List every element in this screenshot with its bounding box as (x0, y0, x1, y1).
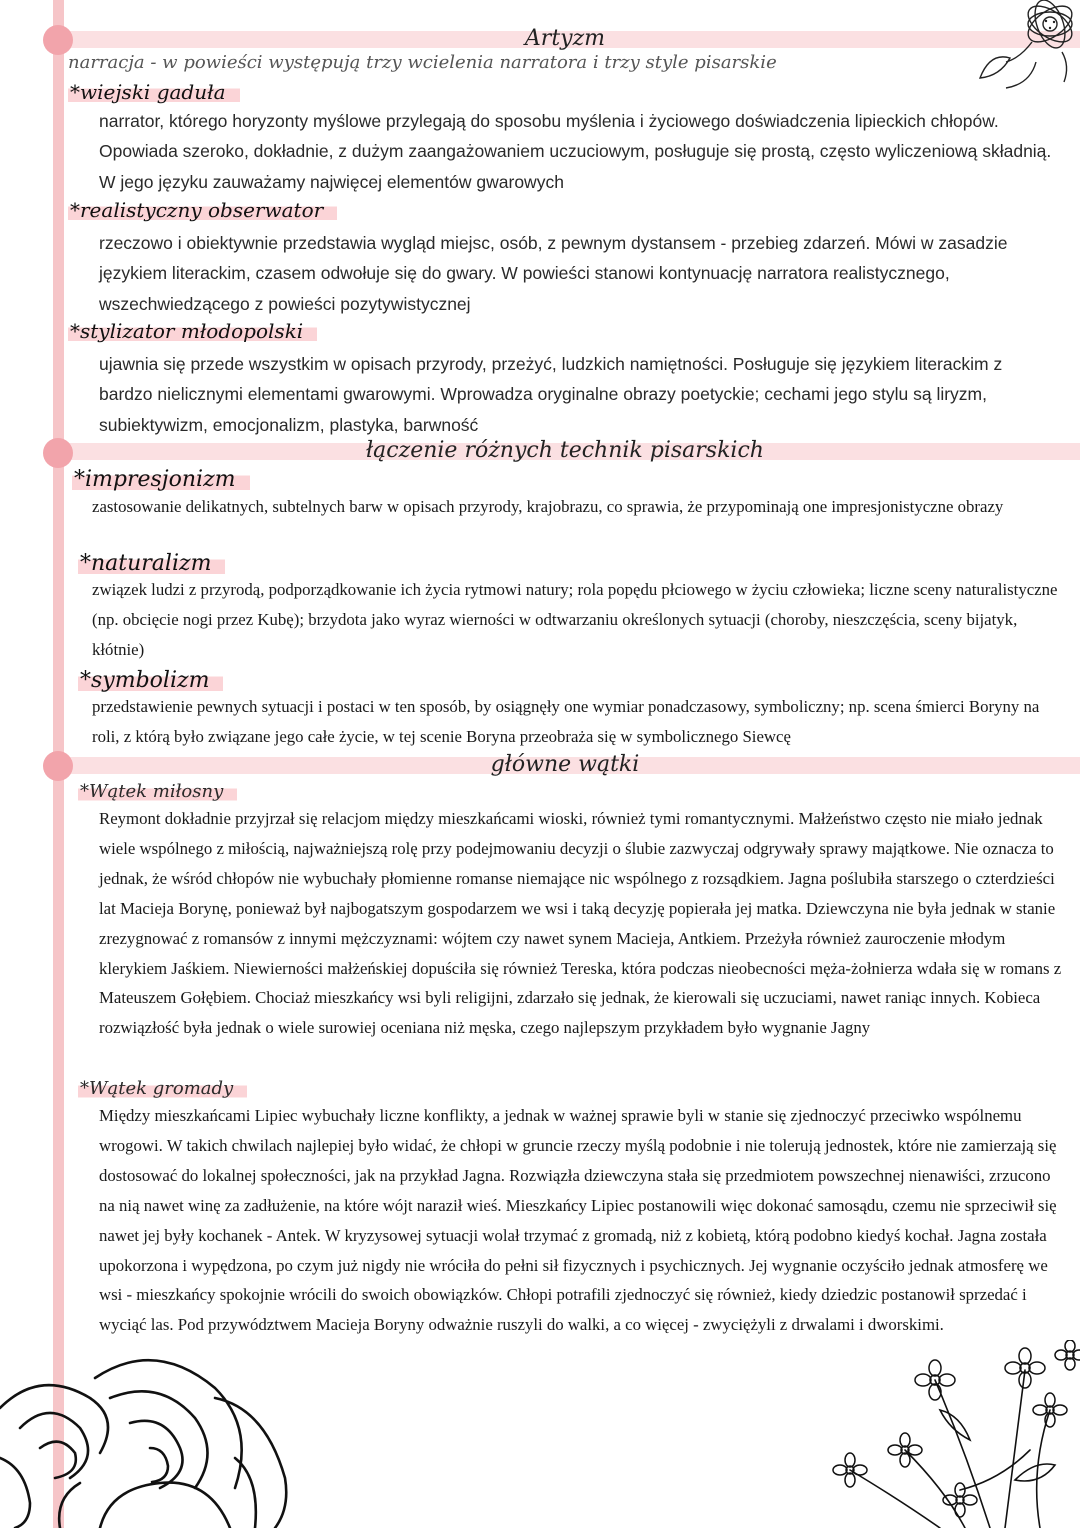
flower-top-right-icon (966, 0, 1080, 92)
text-naturalizm: związek ludzi z przyrodą, podporządkowanie ich życia rytmowi natury; rola popędu płciowego w życiu człowieka; liczne sceny naturalistyczne (np. obcięcie nogi przez Kubę); brzydota jako wyraz wierności w odtwarzaniu określonych sytuacji (choroby, nieszczęścia, sceny bijatyk, kłótnie) (92, 580, 1058, 659)
label-realistyczny-obserwator: *realistyczny obserwator (68, 198, 337, 222)
label-naturalizm: *naturalizm (78, 551, 225, 576)
text-impresjonizm: zastosowanie delikatnych, subtelnych barw w opisach przyrody, krajobrazu, co sprawia, że przypominają one impresjonistyczne obrazy (92, 497, 1004, 516)
label-watek-gromady: *Wątek gromady (78, 1078, 247, 1099)
text-stylizator-mlodopolski: ujawnia się przede wszystkim w opisach przyrody, przeżyć, ludzkich namiętności. Posługuje się językiem literackim z bardzo nielicznymi elementami gwarowymi. Wprowadza oryginalne obrazy poetyckie; cechami jego stylu są liryzm, subiektywizm, emocjonalizm, plastyka, barwność (99, 354, 1003, 435)
heading-techniki: łączenie różnych technik pisarskich (366, 438, 764, 463)
text-watek-milosny: Reymont dokładnie przyjrzał się relacjom między mieszkańcami wioski, również tymi romantycznymi. Małżeństwo często nie miało jednak wiele wspólnego z miłością, najważniejszą rolę przy podejmowaniu decyzji o ślubie zazwyczaj odgrywały sprawy majątkowe. Nie oznacza to jednak, że wśród chłopów nie wybuchały płomienne romanse niemające nic wspólnego z rozsądkiem. Jagna poślubiła starszego o czterdzieści lat Macieja Borynę, ponieważ był najbogatszym gospodarzem we wsi i taką decyzję popierała jej matka. Dziewczyna nie była jednak w stanie zrezygnować z romansów z innymi mężczyznami: wójtem czy nawet synem Macieja, Antkiem. Przeżyła również zauroczenie młodym klerykiem Jaśkiem. Niewierności małżeńskiej dopuściła się również Tereska, która podczas nieobecności męża-żołnierza wdała się w romans z Mateuszem Gołębiem. Chociaż mieszkańcy wsi byli religijni, zdarzało się jednak, że kierowali się uczuciami, nawet raniąc innych. Kobieca rozwiązłość była jednak o wiele surowiej oceniana niż męska, czego najlepszym przykładem było wygnanie Jagny (99, 809, 1062, 1038)
text-watek-gromady: Między mieszkańcami Lipiec wybuchały liczne konflikty, a jednak w ważnej sprawie byli w stanie się zjednoczyć przeciwko wspólnemu wrogowi. W takich chwilach najlepiej było widać, że chłopi w gruncie rzeczy myślą podobnie i nie tolerują jednostek, które nie zamierzają się dostosować do lokalnej społeczności, jak na przykład Jagna. Rozwiązła dziewczyna stała się przedmiotem powszechnej nienawiści, zrzucono na nią nawet winę za zadłużenie, na które wójt naraził wieś. Mieszkańcy Lipiec postanowili więc dokonać samosądu, czemu nie sprzeciwił się nawet jej były kochanek - Antek. W kryzysowej sytuacji wolał trzymać z gromadą, niż z kobietą, którą podobno kiedyś kochał. Jagna została upokorzona i wypędzona, po czym już nigdy nie wróciła do pełni sił fizycznych i psychicznych. Jej wygnanie oczyściło jednak atmosferę we wsi - mieszkańcy spokojnie wrócili do swoich obowiązków. Chłopi potrafili zjednoczyć się również, kiedy dziedzic postanowił sprzedać i wyciąć las. Pod przywództwem Macieja Boryny odważnie ruszyli do walki, a co więcej - zwyciężyli z drwalami i dworskimi. (99, 1106, 1057, 1335)
label-symbolizm: *symbolizm (78, 668, 223, 693)
roses-bottom-left-icon (0, 1338, 290, 1528)
intro-text: narracja - w powieści występują trzy wcielenia narratora i trzy style pisarskie (68, 52, 777, 73)
text-symbolizm: przedstawienie pewnych sytuacji i postaci w ten sposób, by osiągnęły one wymiar ponadczasowy, symboliczny; np. scena śmierci Boryny na roli, z którą było związane jego całe życie, w tej scenie Boryna przeobraża się w symbolicznego Siewcę (92, 697, 1040, 746)
text-realistyczny-obserwator: rzeczowo i obiektywnie przedstawia wygląd miejsc, osób, z pewnym dystansem - przebieg zdarzeń. Mówi w zasadzie językiem literackim, czasem odwołuje się do gwary. W powieści stanowi kontynuację narratora realistycznego, wszechwiedzącego z powieści pozytywistycznej (99, 233, 1008, 314)
label-wiejski-gadula: *wiejski gaduła (68, 80, 240, 104)
wildflowers-bottom-right-icon (820, 1340, 1080, 1528)
text-wiejski-gadula: narrator, którego horyzonty myślowe przylegają do sposobu myślenia i życiowego doświadczenia lipieckich chłopów. Opowiada szeroko, dokładnie, z dużym zaangażowaniem uczuciowym, posługuje się prostą, często wyliczeniową składnią. W jego języku zauważamy najwięcej elementów gwarowych (99, 111, 1052, 192)
label-impresjonizm: *impresjonizm (72, 467, 250, 492)
heading-watki: główne wątki (490, 752, 640, 777)
heading-artyzm: Artyzm (524, 26, 606, 51)
label-stylizator-mlodopolski: *stylizator młodopolski (68, 319, 317, 343)
label-watek-milosny: *Wątek miłosny (78, 781, 237, 802)
